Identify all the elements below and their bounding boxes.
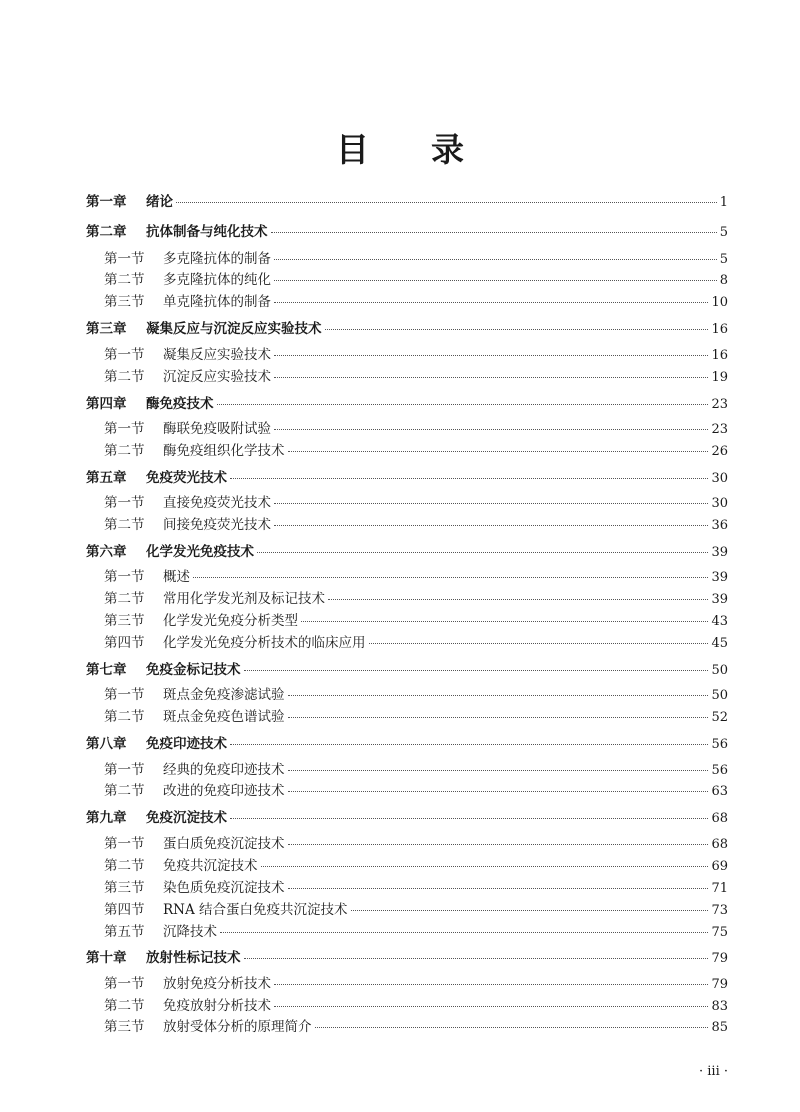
page-title	[0, 124, 800, 171]
toc-entry-title: 沉淀反应实验技术	[163, 369, 271, 385]
toc-section-row	[86, 920, 728, 940]
toc-entry-number: 第一节	[104, 495, 145, 511]
toc-entry-title: 概述	[163, 569, 190, 585]
toc-entry-title: 沉降技术	[163, 924, 217, 940]
toc-section-row	[86, 290, 728, 310]
toc-entry-title: 染色质免疫沉淀技术	[163, 880, 285, 896]
toc-entry-page: 85	[711, 1020, 728, 1035]
toc-chapter-row	[86, 392, 728, 412]
toc-entry-number: 第三节	[104, 1019, 145, 1035]
toc-entry-title: 化学发光免疫分析类型	[163, 613, 298, 629]
toc-entry-title: 凝集反应实验技术	[163, 347, 271, 363]
toc-entry-number: 第二节	[104, 591, 145, 607]
toc-entry-number: 第四章	[86, 396, 127, 412]
toc-entry-title: 免疫荧光技术	[146, 470, 227, 486]
toc-leader-dots	[274, 502, 708, 504]
toc-entry-page: 69	[711, 859, 728, 874]
toc-entry-title: 间接免疫荧光技术	[163, 517, 271, 533]
toc-entry-title: 直接免疫荧光技术	[163, 495, 271, 511]
toc-entry-number: 第二节	[104, 369, 145, 385]
toc-leader-dots	[193, 576, 708, 578]
toc-entry-number: 第八章	[86, 736, 127, 752]
toc-leader-dots	[288, 694, 709, 696]
toc-entry-page: 1	[719, 195, 728, 210]
toc-entry-page: 63	[711, 784, 728, 799]
toc-leader-dots	[351, 909, 709, 911]
toc-entry-number: 第三节	[104, 613, 145, 629]
toc-section-row	[86, 972, 728, 992]
toc-entry-number: 第一节	[104, 251, 145, 267]
toc-entry-title: 免疫印迹技术	[146, 736, 227, 752]
toc-entry-page: 56	[711, 763, 728, 778]
toc-section-row	[86, 779, 728, 799]
toc-entry-number: 第一节	[104, 569, 145, 585]
toc-entry-title: 免疫共沉淀技术	[163, 858, 258, 874]
toc-entry-page: 50	[711, 663, 728, 678]
toc-entry-number: 第三章	[86, 321, 127, 337]
toc-entry-page: 26	[711, 444, 728, 459]
toc-chapter-row	[86, 466, 728, 486]
toc-entry-page: 68	[711, 811, 728, 826]
toc-entry-page: 8	[719, 273, 728, 288]
toc-entry-page: 39	[711, 592, 728, 607]
toc-entry-title: 化学发光免疫分析技术的临床应用	[163, 635, 366, 651]
toc-entry-page: 30	[711, 496, 728, 511]
toc-entry-page: 23	[711, 422, 728, 437]
toc-entry-page: 36	[711, 518, 728, 533]
toc-entry-title: 酶联免疫吸附试验	[163, 421, 271, 437]
toc-entry-number: 第十章	[86, 950, 127, 966]
page-title-left: 目	[336, 130, 369, 169]
toc-entry-title: 酶免疫技术	[146, 396, 214, 412]
toc-section-row	[86, 268, 728, 288]
toc-entry-number: 第二节	[104, 517, 145, 533]
toc-leader-dots	[288, 843, 709, 845]
toc-section-row	[86, 247, 728, 267]
toc-entry-number: 第七章	[86, 662, 127, 678]
toc-leader-dots	[288, 450, 709, 452]
toc-section-row	[86, 1015, 728, 1035]
toc-entry-title: 免疫沉淀技术	[146, 810, 227, 826]
toc-chapter-row	[86, 190, 728, 210]
page-title-right: 录	[431, 130, 464, 169]
toc-entry-title: 常用化学发光剂及标记技术	[163, 591, 325, 607]
toc-entry-page: 5	[719, 252, 728, 267]
toc-entry-title: 放射受体分析的原理简介	[163, 1019, 312, 1035]
toc-entry-title: RNA 结合蛋白免疫共沉淀技术	[163, 902, 348, 918]
toc-entry-page: 75	[711, 925, 728, 940]
toc-leader-dots	[271, 231, 717, 233]
toc-leader-dots	[274, 376, 708, 378]
toc-chapter-row	[86, 806, 728, 826]
toc-entry-number: 第一节	[104, 762, 145, 778]
toc-leader-dots	[274, 524, 708, 526]
toc-entry-page: 73	[711, 903, 728, 918]
toc-entry-page: 39	[711, 570, 728, 585]
toc-chapter-row	[86, 658, 728, 678]
toc-entry-page: 52	[711, 710, 728, 725]
toc-entry-page: 16	[711, 322, 728, 337]
toc-section-row	[86, 683, 728, 703]
toc-entry-page: 19	[711, 370, 728, 385]
toc-leader-dots	[288, 716, 709, 718]
toc-entry-title: 免疫金标记技术	[146, 662, 241, 678]
toc-entry-title: 抗体制备与纯化技术	[146, 224, 268, 240]
toc-leader-dots	[274, 258, 717, 260]
toc-section-row	[86, 898, 728, 918]
toc-entry-title: 凝集反应与沉淀反应实验技术	[146, 321, 322, 337]
page-number: · iii ·	[698, 1064, 728, 1079]
toc-entry-number: 第一节	[104, 976, 145, 992]
toc-leader-dots	[288, 769, 709, 771]
toc-leader-dots	[230, 477, 708, 479]
toc-leader-dots	[176, 201, 717, 203]
toc-leader-dots	[288, 790, 709, 792]
toc-entry-number: 第九章	[86, 810, 127, 826]
toc-leader-dots	[315, 1026, 709, 1028]
toc-entry-number: 第六章	[86, 544, 127, 560]
toc-entry-title: 蛋白质免疫沉淀技术	[163, 836, 285, 852]
toc-leader-dots	[274, 301, 708, 303]
toc-leader-dots	[301, 620, 708, 622]
toc-chapter-row	[86, 732, 728, 752]
toc-entry-page: 79	[711, 977, 728, 992]
toc-entry-page: 10	[711, 295, 728, 310]
toc-section-row	[86, 854, 728, 874]
toc-entry-number: 第二节	[104, 998, 145, 1014]
toc-entry-page: 23	[711, 397, 728, 412]
toc-section-row	[86, 631, 728, 651]
toc-leader-dots	[220, 931, 708, 933]
toc-entry-page: 56	[711, 737, 728, 752]
toc-section-row	[86, 609, 728, 629]
toc-entry-number: 第一节	[104, 687, 145, 703]
toc-entry-title: 酶免疫组织化学技术	[163, 443, 285, 459]
toc-entry-number: 第二节	[104, 783, 145, 799]
toc-leader-dots	[274, 1005, 708, 1007]
toc-entry-title: 多克隆抗体的纯化	[163, 272, 271, 288]
toc-leader-dots	[325, 328, 709, 330]
toc-entry-number: 第一章	[86, 194, 127, 210]
toc-entry-title: 单克隆抗体的制备	[163, 294, 271, 310]
toc-leader-dots	[257, 551, 708, 553]
toc-chapter-row	[86, 540, 728, 560]
toc-leader-dots	[244, 669, 709, 671]
toc-entry-title: 放射免疫分析技术	[163, 976, 271, 992]
toc-entry-page: 79	[711, 951, 728, 966]
toc-entry-title: 多克隆抗体的制备	[163, 251, 271, 267]
toc-leader-dots	[288, 887, 709, 889]
toc-entry-title: 改进的免疫印迹技术	[163, 783, 285, 799]
toc-leader-dots	[230, 743, 708, 745]
toc-entry-number: 第一节	[104, 421, 145, 437]
toc-section-row	[86, 365, 728, 385]
toc-leader-dots	[274, 428, 708, 430]
toc-leader-dots	[230, 817, 708, 819]
toc-entry-page: 71	[711, 881, 728, 896]
toc-leader-dots	[274, 354, 708, 356]
toc-section-row	[86, 876, 728, 896]
toc-entry-number: 第三节	[104, 880, 145, 896]
toc-entry-title: 放射性标记技术	[146, 950, 241, 966]
toc-entry-number: 第二节	[104, 443, 145, 459]
toc-entry-number: 第三节	[104, 294, 145, 310]
toc-section-row	[86, 994, 728, 1014]
toc-entry-number: 第四节	[104, 902, 145, 918]
toc-leader-dots	[217, 403, 709, 405]
toc-entry-number: 第四节	[104, 635, 145, 651]
toc-entry-page: 50	[711, 688, 728, 703]
toc-entry-page: 39	[711, 545, 728, 560]
toc-entry-number: 第一节	[104, 347, 145, 363]
toc-entry-page: 30	[711, 471, 728, 486]
toc-entry-title: 斑点金免疫色谱试验	[163, 709, 285, 725]
toc-entry-number: 第五节	[104, 924, 145, 940]
toc-entry-number: 第二节	[104, 709, 145, 725]
toc-entry-title: 绪论	[146, 194, 173, 210]
toc-entry-page: 68	[711, 837, 728, 852]
toc-entry-number: 第二节	[104, 858, 145, 874]
toc-leader-dots	[261, 865, 709, 867]
toc-section-row	[86, 705, 728, 725]
toc-entry-number: 第一节	[104, 836, 145, 852]
toc-entry-page: 45	[711, 636, 728, 651]
toc-section-row	[86, 491, 728, 511]
toc-leader-dots	[274, 279, 717, 281]
toc-entry-title: 斑点金免疫渗滤试验	[163, 687, 285, 703]
toc-chapter-row	[86, 220, 728, 240]
toc-section-row	[86, 565, 728, 585]
toc-entry-title: 化学发光免疫技术	[146, 544, 254, 560]
toc-section-row	[86, 343, 728, 363]
toc-entry-title: 免疫放射分析技术	[163, 998, 271, 1014]
toc-entry-number: 第二节	[104, 272, 145, 288]
toc-entry-number: 第五章	[86, 470, 127, 486]
toc-entry-page: 16	[711, 348, 728, 363]
toc-entry-page: 5	[719, 225, 728, 240]
toc-section-row	[86, 587, 728, 607]
toc-leader-dots	[244, 957, 709, 959]
toc-section-row	[86, 417, 728, 437]
toc-entry-title: 经典的免疫印迹技术	[163, 762, 285, 778]
toc-chapter-row	[86, 317, 728, 337]
toc-leader-dots	[328, 598, 708, 600]
toc-section-row	[86, 758, 728, 778]
toc-leader-dots	[274, 983, 708, 985]
toc-section-row	[86, 439, 728, 459]
toc-entry-page: 43	[711, 614, 728, 629]
toc-section-row	[86, 513, 728, 533]
toc-chapter-row	[86, 946, 728, 966]
toc-leader-dots	[369, 642, 709, 644]
toc-entry-page: 83	[711, 999, 728, 1014]
toc-entry-number: 第二章	[86, 224, 127, 240]
toc-section-row	[86, 832, 728, 852]
